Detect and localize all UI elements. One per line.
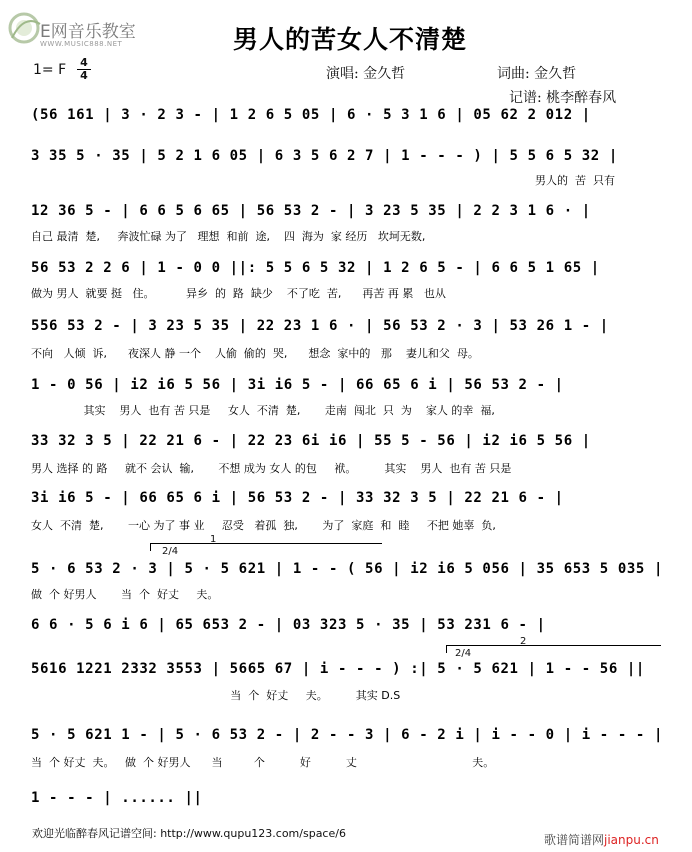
volta-1-time-signature: 2/4 [162,546,179,557]
logo-name: E网音乐教室 [40,22,136,42]
logo-url: WWW.MUSIC888.NET [40,40,123,48]
volta-1-number: 1 [210,534,217,545]
volta-2-number: 2 [520,636,527,647]
score-row-9-notes: 5 · 6 53 2 · 3 | 5 · 5 621 | 1 - - ( 56 | i2 i6 5 056 | 35 653 5 035 | [31,561,664,577]
score-row-7-lyrics: 男人 选择 的 路 就不 会认 输, 不想 成为 女人 的包 袱。 其实 男人 也有 苦 只是 [31,462,512,475]
score-row-2-notes: 3 35 5 · 35 | 5 2 1 6 05 | 6 3 5 6 2 7 | 1 - - - ) | 5 5 6 5 32 | [31,148,618,164]
score-row-9-lyrics: 做 个 好男人 当 个 好丈 夫。 [31,588,219,601]
score-row-3-notes: 12 36 5 - | 6 6 5 6 65 | 56 53 2 - | 3 23 5 35 | 2 2 3 1 6 · | [31,203,591,219]
volta-1-bracket [150,543,382,544]
singer: 演唱: 金久哲 [326,66,406,82]
score-row-6-notes: 1 - 0 56 | i2 i6 5 56 | 3i i6 5 - | 66 65 6 i | 56 53 2 - | [31,377,564,393]
watermark-text: 歌谱简谱网 [544,833,605,847]
transcriber: 记谱: 桃李醉春风 [509,90,617,106]
score-row-12-notes: 5 · 5 621 1 - | 5 · 6 53 2 - | 2 - - 3 | 6 - 2 i | i - - 0 | i - - - | [31,727,664,743]
site-logo [6,10,166,50]
score-row-11-notes: 5616 1221 2332 3553 | 5665 67 | i - - - ) :| 5 · 5 621 | 1 - - 56 || [31,661,645,677]
score-row-3-lyrics: 自己 最清 楚, 奔波忙碌 为了 理想 和前 途, 四 海为 家 经历 坎坷无数, [31,230,426,243]
watermark [544,831,659,848]
volta-2-time-signature: 2/4 [455,648,472,659]
song-title: 男人的苦女人不清楚 [233,25,468,54]
watermark-url: jianpu.cn [604,833,659,847]
score-row-8-lyrics: 女人 不清 楚, 一心 为了 事 业 忍受 着孤 独, 为了 家庭 和 睦 不把 她辜 负, [31,519,496,532]
time-signature [77,57,91,82]
score-row-4-notes: 56 53 2 2 6 | 1 - 0 0 ||: 5 5 6 5 32 | 1 2 6 5 - | 6 6 5 1 65 | [31,260,600,276]
volta-2-bracket-edge [446,645,447,653]
volta-2-bracket [446,645,661,646]
volta-1-bracket-edge [150,543,151,551]
score-row-5-notes: 556 53 2 - | 3 23 5 35 | 22 23 1 6 · | 56 53 2 · 3 | 53 26 1 - | [31,318,609,334]
score-row-13-notes: 1 - - - | ...... || [31,790,203,806]
time-signature-top: 4 [80,56,88,69]
score-row-5-lyrics: 不向 人倾 诉, 夜深人 静 一个 人偷 偷的 哭, 想念 家中的 那 妻儿和父 母。 [31,347,479,360]
score-row-11-lyrics: 当 个 好丈 夫。 其实 D.S [31,689,401,702]
time-signature-bottom: 4 [80,69,88,82]
score-row-12-lyrics: 当 个 好丈 夫。 做 个 好男人 当 个 好 丈 夫。 [31,756,495,769]
footer-text: 欢迎光临醉春风记谱空间: http://www.qupu123.com/space/6 [32,827,346,840]
score-row-4-lyrics: 做为 男人 就要 挺 住。 异乡 的 路 缺少 不了吃 苦, 再苦 再 累 也从 [31,287,446,300]
score-row-1-notes: (56 161 | 3 · 2 3 - | 1 2 6 5 05 | 6 · 5 3 1 6 | 05 62 2 012 | [31,107,591,123]
score-row-6-lyrics: 其实 男人 也有 苦 只是 女人 不清 楚, 走南 闯北 只 为 家人 的幸 福, [31,404,495,417]
score-row-2-lyrics: 男人的 苦 只有 [535,174,615,187]
key-signature: 1= F [33,62,67,78]
composer: 词曲: 金久哲 [497,66,577,82]
score-row-7-notes: 33 32 3 5 | 22 21 6 - | 22 23 6i i6 | 55 5 - 56 | i2 i6 5 56 | [31,433,591,449]
score-row-8-notes: 3i i6 5 - | 66 65 6 i | 56 53 2 - | 33 32 3 5 | 22 21 6 - | [31,490,564,506]
score-row-10-notes: 6 6 · 5 6 i 6 | 65 653 2 - | 03 323 5 · 35 | 53 231 6 - | [31,617,546,633]
